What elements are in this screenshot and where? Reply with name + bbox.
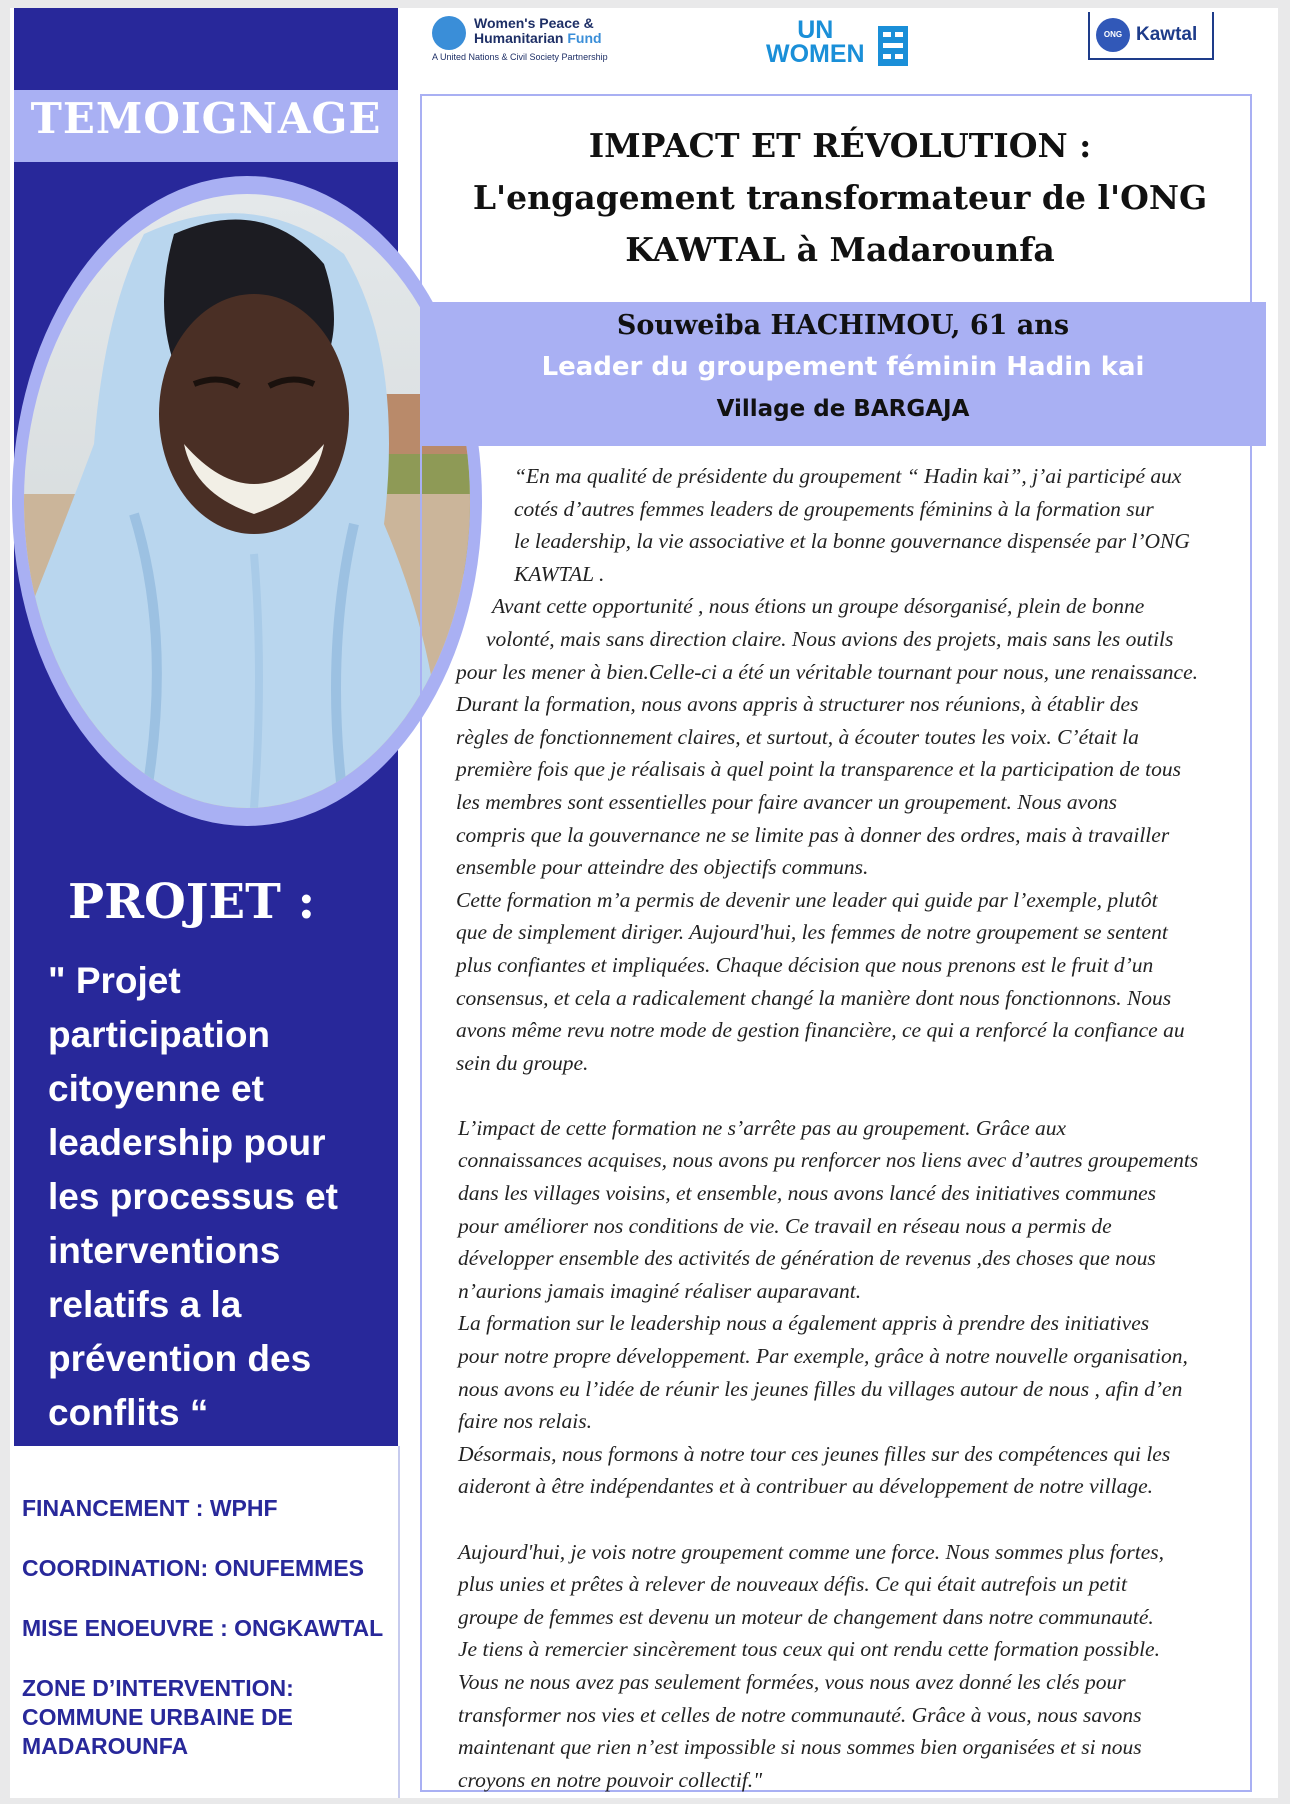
info-coordination: COORDINATION: ONUFEMMES bbox=[22, 1555, 365, 1581]
body-line: aideront à être indépendantes et à contribuer au développement de notre village. bbox=[458, 1474, 1153, 1499]
headline-line: KAWTAL à Madarounfa bbox=[625, 230, 1055, 269]
wphf-logo-tagline: A United Nations & Civil Society Partnership bbox=[432, 52, 608, 62]
portrait-photo bbox=[24, 194, 470, 808]
body-line: avons même revu notre mode de gestion financière, ce qui a renforcé la confiance au bbox=[456, 1018, 1185, 1043]
wphf-logo bbox=[432, 14, 672, 66]
project-title-line: leadership pour bbox=[48, 1122, 326, 1163]
author-village: Village de BARGAJA bbox=[716, 396, 970, 422]
body-line: pour notre propre développement. Par exemple, grâce à notre nouvelle organisation, bbox=[458, 1344, 1188, 1369]
body-line: n’aurions jamais imaginé réaliser auparavant. bbox=[458, 1278, 862, 1303]
headline-line: L'engagement transformateur de l'ONG bbox=[472, 178, 1208, 217]
testimonial-body bbox=[446, 460, 1276, 1796]
headline-line: IMPACT ET RÉVOLUTION : bbox=[588, 126, 1092, 165]
body-line: pour améliorer nos conditions de vie. Ce travail en réseau nous a permis de bbox=[458, 1213, 1112, 1238]
body-line: maintenant que rien n’est impossible si nous sommes bien organisées et si nous bbox=[458, 1735, 1142, 1760]
un-globe-icon bbox=[432, 16, 466, 50]
body-line: sein du groupe. bbox=[456, 1050, 589, 1075]
body-line: La formation sur le leadership nous a également appris à prendre des initiatives bbox=[458, 1311, 1150, 1336]
body-line: Désormais, nous formons à notre tour ces jeunes filles sur des compétences qui les bbox=[458, 1441, 1171, 1466]
sidebar-divider bbox=[398, 1446, 400, 1798]
body-line: Cette formation m’a permis de devenir une leader qui guide par l’exemple, plutôt bbox=[456, 887, 1158, 912]
info-funding: FINANCEMENT : WPHF bbox=[22, 1495, 278, 1521]
author-name: Souweiba HACHIMOU, 61 ans bbox=[616, 310, 1070, 341]
body-line: le leadership, la vie associative et la bonne gouvernance dispensée par l’ONG bbox=[514, 529, 1190, 554]
body-line: nous avons eu l’idée de réunir les jeunes filles du villages autour de nous , afin d’en bbox=[458, 1376, 1183, 1401]
project-title-line: relatifs a la bbox=[48, 1284, 242, 1325]
body-line: KAWTAL . bbox=[514, 561, 605, 586]
wphf-logo-word: Humanitarian bbox=[474, 30, 568, 46]
project-title-line: participation bbox=[48, 1014, 271, 1055]
body-line: “En ma qualité de présidente du groupement “ Hadin kai”, j’ai participé aux bbox=[514, 464, 1182, 488]
project-heading: PROJET : bbox=[68, 874, 316, 930]
body-line: plus unies et prêtes à relever de nouveaux défis. Ce qui était autrefois un petit bbox=[458, 1572, 1127, 1597]
body-line: L’impact de cette formation ne s’arrête pas au groupement. Grâce aux bbox=[458, 1115, 1067, 1140]
sidebar-top-band bbox=[14, 8, 398, 90]
wphf-logo-line: Women's Peace & bbox=[474, 15, 594, 31]
body-line: faire nos relais. bbox=[458, 1409, 592, 1434]
body-line: dans les villages voisins, et ensemble, nous avons lancé des initiatives communes bbox=[458, 1181, 1157, 1206]
body-line: connaissances acquises, nous avons pu renforcer nos liens avec d’autres groupements bbox=[458, 1148, 1199, 1173]
project-title-line: conflits “ bbox=[48, 1392, 209, 1433]
temoignage-title: TEMOIGNAGE bbox=[30, 94, 382, 143]
kawtal-logo bbox=[1088, 12, 1214, 60]
body-line: cotés d’autres femmes leaders de groupements féminins à la formation sur bbox=[514, 496, 1154, 521]
wphf-logo-line bbox=[474, 31, 602, 46]
body-line: volonté, mais sans direction claire. Nous avions des projets, mais sans les outils bbox=[486, 626, 1174, 651]
un-women-wordmark bbox=[766, 18, 865, 66]
author-role: Leader du groupement féminin Hadin kai bbox=[541, 352, 1145, 382]
project-title bbox=[48, 954, 388, 1440]
body-line: plus confiantes et impliquées. Chaque décision que nous prenons est le fruit d’un bbox=[456, 952, 1154, 977]
body-line bbox=[446, 1079, 1276, 1112]
un-women-line: WOMEN bbox=[766, 40, 865, 68]
info-zone-line: COMMUNE URBAINE DE bbox=[22, 1704, 293, 1730]
body-line: transformer nos vies et celles de notre communauté. Grâce à vous, nous savons bbox=[458, 1702, 1142, 1727]
body-line: que de simplement diriger. Aujourd'hui, les femmes de notre groupement se sentent bbox=[456, 920, 1168, 945]
project-title-line: interventions bbox=[48, 1230, 281, 1271]
body-line bbox=[446, 1503, 1276, 1536]
body-line: les membres sont essentielles pour faire avancer un groupement. Nous avons bbox=[456, 789, 1118, 814]
body-line: Durant la formation, nous avons appris à structurer nos réunions, à établir des bbox=[456, 692, 1139, 717]
body-line: Aujourd'hui, je vois notre groupement comme une force. Nous sommes plus fortes, bbox=[458, 1539, 1165, 1564]
kawtal-wordmark: Kawtal bbox=[1136, 24, 1198, 45]
project-title-line: prévention des bbox=[48, 1338, 312, 1379]
body-line: développer ensemble des activités de génération de revenus ,des choses que nous bbox=[458, 1246, 1156, 1271]
body-line: Je tiens à remercier sincèrement tous ceux qui ont rendu cette formation possible. bbox=[458, 1637, 1160, 1662]
body-line: pour les mener à bien.Celle-ci a été un véritable tournant pour nous, une renaissance. bbox=[456, 659, 1199, 684]
info-zone-line: ZONE D’INTERVENTION: bbox=[22, 1675, 294, 1701]
un-women-symbol-icon bbox=[878, 26, 908, 66]
body-line: groupe de femmes est devenu un moteur de changement dans notre communauté. bbox=[458, 1604, 1154, 1629]
un-women-logo bbox=[766, 18, 916, 72]
body-line: consensus, et cela a radicalement changé la manière dont nous fonctionnons. Nous bbox=[456, 985, 1172, 1010]
un-women-line: UN bbox=[797, 16, 834, 44]
project-title-line: " Projet bbox=[48, 960, 181, 1001]
info-implementation: MISE ENOEUVRE : ONGKAWTAL bbox=[22, 1615, 384, 1641]
body-line: première fois que je réalisais à quel point la transparence et la participation de tous bbox=[456, 757, 1181, 782]
body-line: compris que la gouvernance ne se limite pas à donner des ordres, mais à travailler bbox=[456, 822, 1170, 847]
article-headline bbox=[440, 120, 1240, 276]
body-line: croyons en notre pouvoir collectif." bbox=[458, 1767, 763, 1792]
testimonial-page bbox=[10, 8, 1278, 1798]
info-zone bbox=[22, 1674, 402, 1761]
body-line: Vous ne nous avez pas seulement formées, vous nous avez donné les clés pour bbox=[458, 1669, 1126, 1694]
body-line: règles de fonctionnement claires, et surtout, à écouter toutes les voix. C’était la bbox=[456, 724, 1139, 749]
body-line: ensemble pour atteindre des objectifs communs. bbox=[456, 855, 869, 880]
info-zone-line: MADAROUNFA bbox=[22, 1733, 189, 1759]
project-title-line: les processus et bbox=[48, 1176, 338, 1217]
wphf-logo-word: Fund bbox=[567, 30, 602, 46]
project-title-line: citoyenne et bbox=[48, 1068, 264, 1109]
body-line: Avant cette opportunité , nous étions un groupe désorganisé, plein de bonne bbox=[492, 594, 1145, 619]
kawtal-badge-icon: ONG bbox=[1096, 18, 1130, 52]
